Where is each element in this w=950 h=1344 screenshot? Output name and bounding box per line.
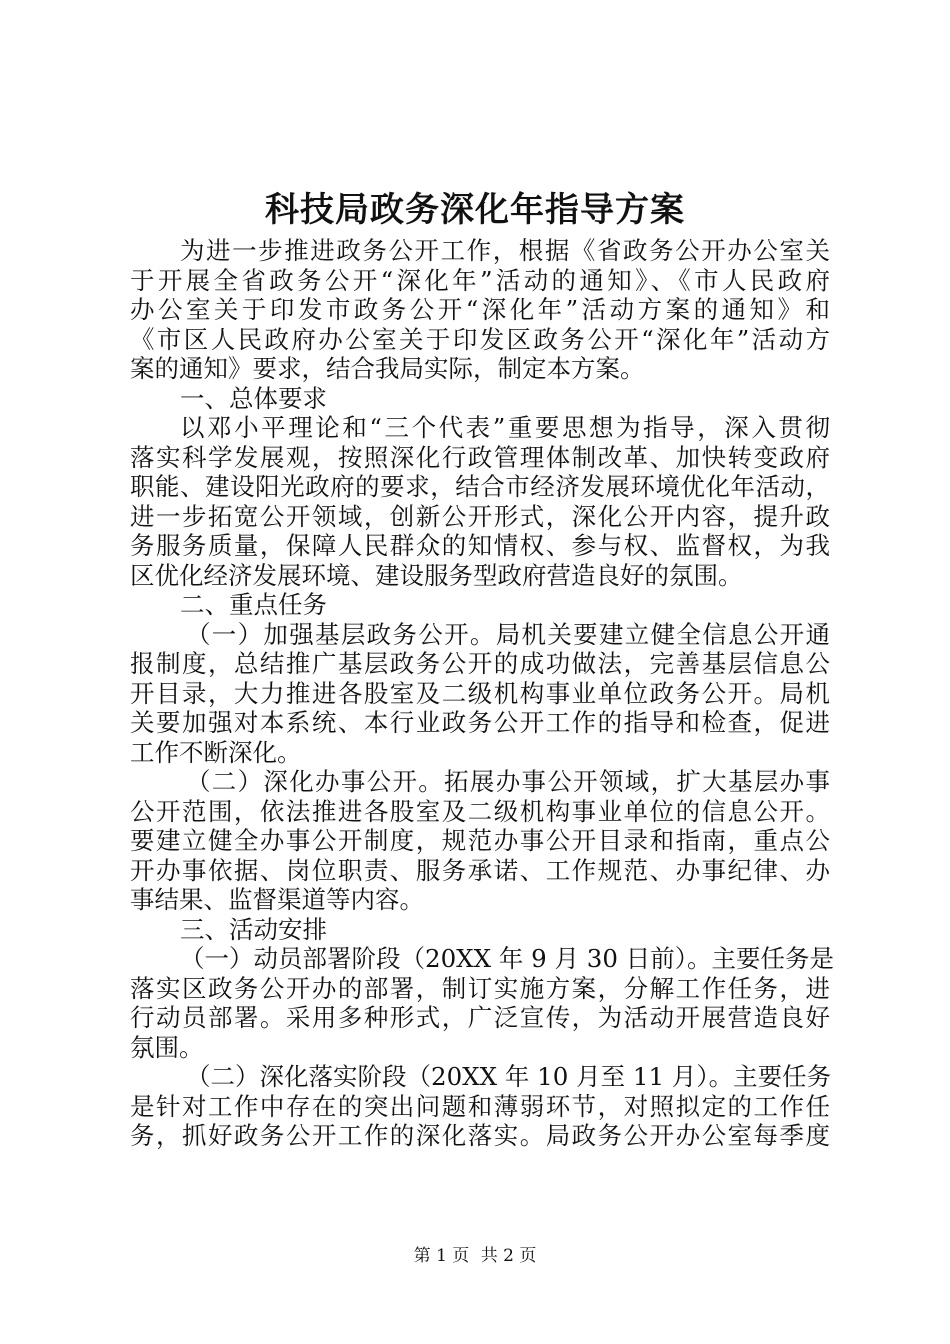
paragraph-line: 案的通知》要求，结合我局实际，制定本方案。	[130, 354, 645, 383]
paragraph-line: 务服务质量，保障人民群众的知情权、参与权、监督权，为我	[130, 531, 830, 560]
paragraph-line: 进一步拓宽公开领域，创新公开形式，深化公开内容，提升政	[130, 501, 830, 531]
paragraph-line: 公开范围，依法推进各股室及二级机构事业单位的信息公开。	[130, 796, 830, 826]
document-title: 科技局政务深化年指导方案	[265, 190, 685, 230]
paragraph-line: （二）深化办事公开。拓展办事公开领域，扩大基层办事	[186, 767, 830, 796]
paragraph-line: 办公室关于印发市政务公开“深化年”活动方案的通知》和	[130, 295, 830, 324]
paragraph-line: （二）深化落实阶段（20XX 年 10 月至 11 月）。主要任务	[186, 1062, 832, 1091]
paragraph-line: 氛围。	[130, 1032, 204, 1062]
paragraph-line: （一）动员部署阶段（20XX 年 9 月 30 日前）。主要任务是	[180, 944, 835, 973]
paragraph-line: 是针对工作中存在的突出问题和薄弱环节，对照拟定的工作任	[130, 1091, 830, 1121]
paragraph-line: （一）加强基层政务公开。局机关要建立健全信息公开通	[186, 619, 830, 649]
paragraph-line: 工作不断深化。	[130, 737, 302, 767]
section-heading: 一、总体要求	[180, 383, 327, 413]
paragraph-line: 事结果、监督渠道等内容。	[130, 885, 424, 914]
paragraph-line: 于开展全省政务公开“深化年”活动的通知》、《市人民政府	[130, 265, 830, 295]
paragraph-line: 落实科学发展观，按照深化行政管理体制改革、加快转变政府	[130, 442, 830, 472]
paragraph-line: 关要加强对本系统、本行业政务公开工作的指导和检查，促进	[130, 708, 830, 737]
section-heading: 二、重点任务	[180, 590, 327, 619]
page-number: 第 1 页	[413, 1246, 470, 1266]
paragraph-line: 报制度，总结推广基层政务公开的成功做法，完善基层信息公	[130, 649, 830, 678]
page-footer	[0, 1244, 950, 1268]
document-body	[130, 236, 835, 1151]
paragraph-line: 为进一步推进政务公开工作，根据《省政务公开办公室关	[180, 236, 830, 265]
paragraph-line: 要建立健全办事公开制度，规范办事公开目录和指南，重点公	[130, 826, 830, 855]
paragraph-line: 《市区人民政府办公室关于印发区政务公开“深化年”活动方	[130, 324, 830, 354]
paragraph-line: 区优化经济发展环境、建设服务型政府营造良好的氛围。	[130, 560, 743, 590]
paragraph-line: 职能、建设阳光政府的要求，结合市经济发展环境优化年活动，	[130, 472, 830, 501]
paragraph-line: 行动员部署。采用多种形式，广泛宣传，为活动开展营造良好	[130, 1003, 830, 1032]
paragraph-line: 开目录，大力推进各股室及二级机构事业单位政务公开。局机	[130, 678, 830, 708]
paragraph-line: 以邓小平理论和“三个代表”重要思想为指导，深入贯彻	[180, 413, 830, 442]
paragraph-line: 务，抓好政务公开工作的深化落实。局政务公开办公室每季度	[130, 1121, 830, 1150]
paragraph-line: 落实区政务公开办的部署，制订实施方案，分解工作任务，进	[130, 973, 830, 1003]
section-heading: 三、活动安排	[180, 914, 327, 944]
page-total: 共 2 页	[480, 1246, 537, 1266]
paragraph-line: 开办事依据、岗位职责、服务承诺、工作规范、办事纪律、办	[130, 855, 830, 885]
